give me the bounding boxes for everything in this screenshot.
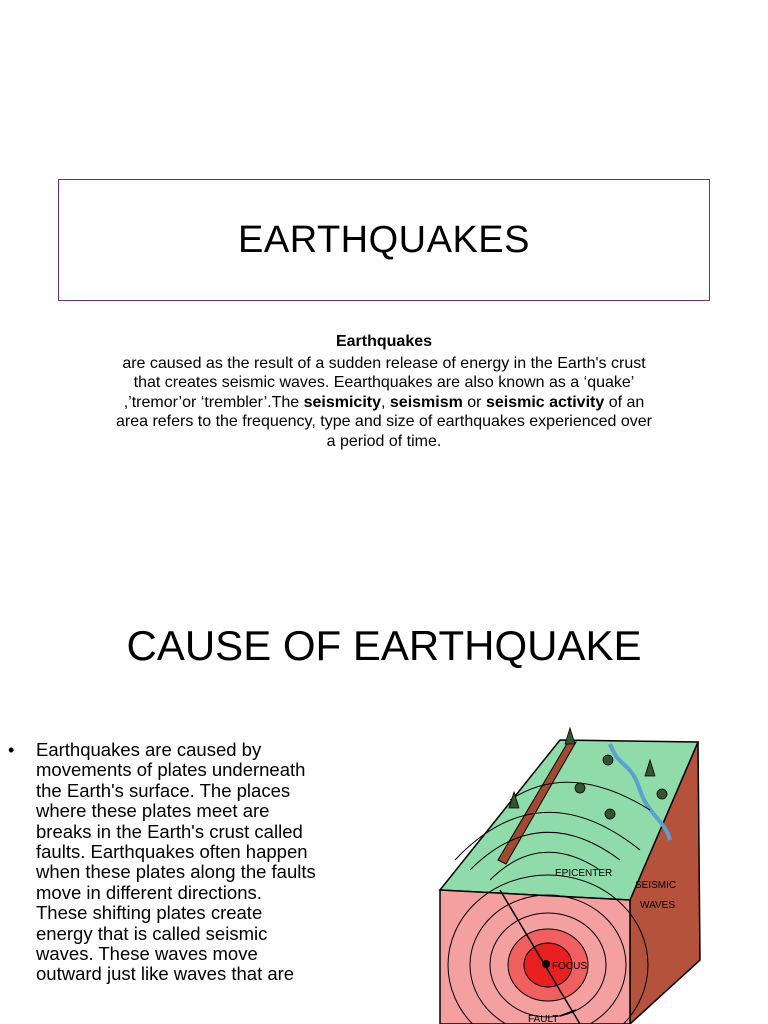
intro-paragraph (110, 332, 658, 451)
bullet-dot: • (8, 740, 15, 760)
intro-text-part2: of an area refers to the frequency, type and size of earthquakes experienced over a period of time. (115, 393, 653, 450)
intro-body (110, 354, 658, 452)
label-seismic: SEISMIC (635, 880, 677, 891)
earthquake-block-diagram (430, 720, 720, 1024)
label-waves: WAVES (640, 900, 676, 911)
section-title: CAUSE OF EARTHQUAKE (126, 622, 642, 669)
term-seismism: seismism (389, 393, 463, 411)
label-epicenter: EPICENTER (555, 868, 613, 879)
bullet-text: Earthquakes are caused by movements of plates underneath the Earth's surface. The places where these plates meet are breaks in the Earth's crust called faults. Earthquakes often happen when these plates along the faults move in different directions. These shifting plates create energy that is called seismic waves. These waves move outward just like waves that are (36, 739, 316, 985)
separator-2: or (462, 393, 486, 411)
separator-1: , (381, 393, 390, 411)
intro-text-part1: are caused as the result of a sudden release of energy in the Earth's crust that creates seismic waves. Eearthquakes are also known as a ‘quake’ ,’tremor’or ‘trembler’.The (122, 354, 646, 411)
label-fault: FAULT (528, 1014, 559, 1024)
term-seismicity: seismicity (303, 393, 381, 411)
bullet-list (8, 740, 318, 985)
page-title: EARTHQUAKES (238, 218, 530, 261)
label-focus: FOCUS (552, 961, 587, 972)
intro-heading: Earthquakes (335, 333, 433, 350)
term-seismic-activity: seismic activity (485, 393, 605, 411)
title-box (58, 179, 710, 301)
